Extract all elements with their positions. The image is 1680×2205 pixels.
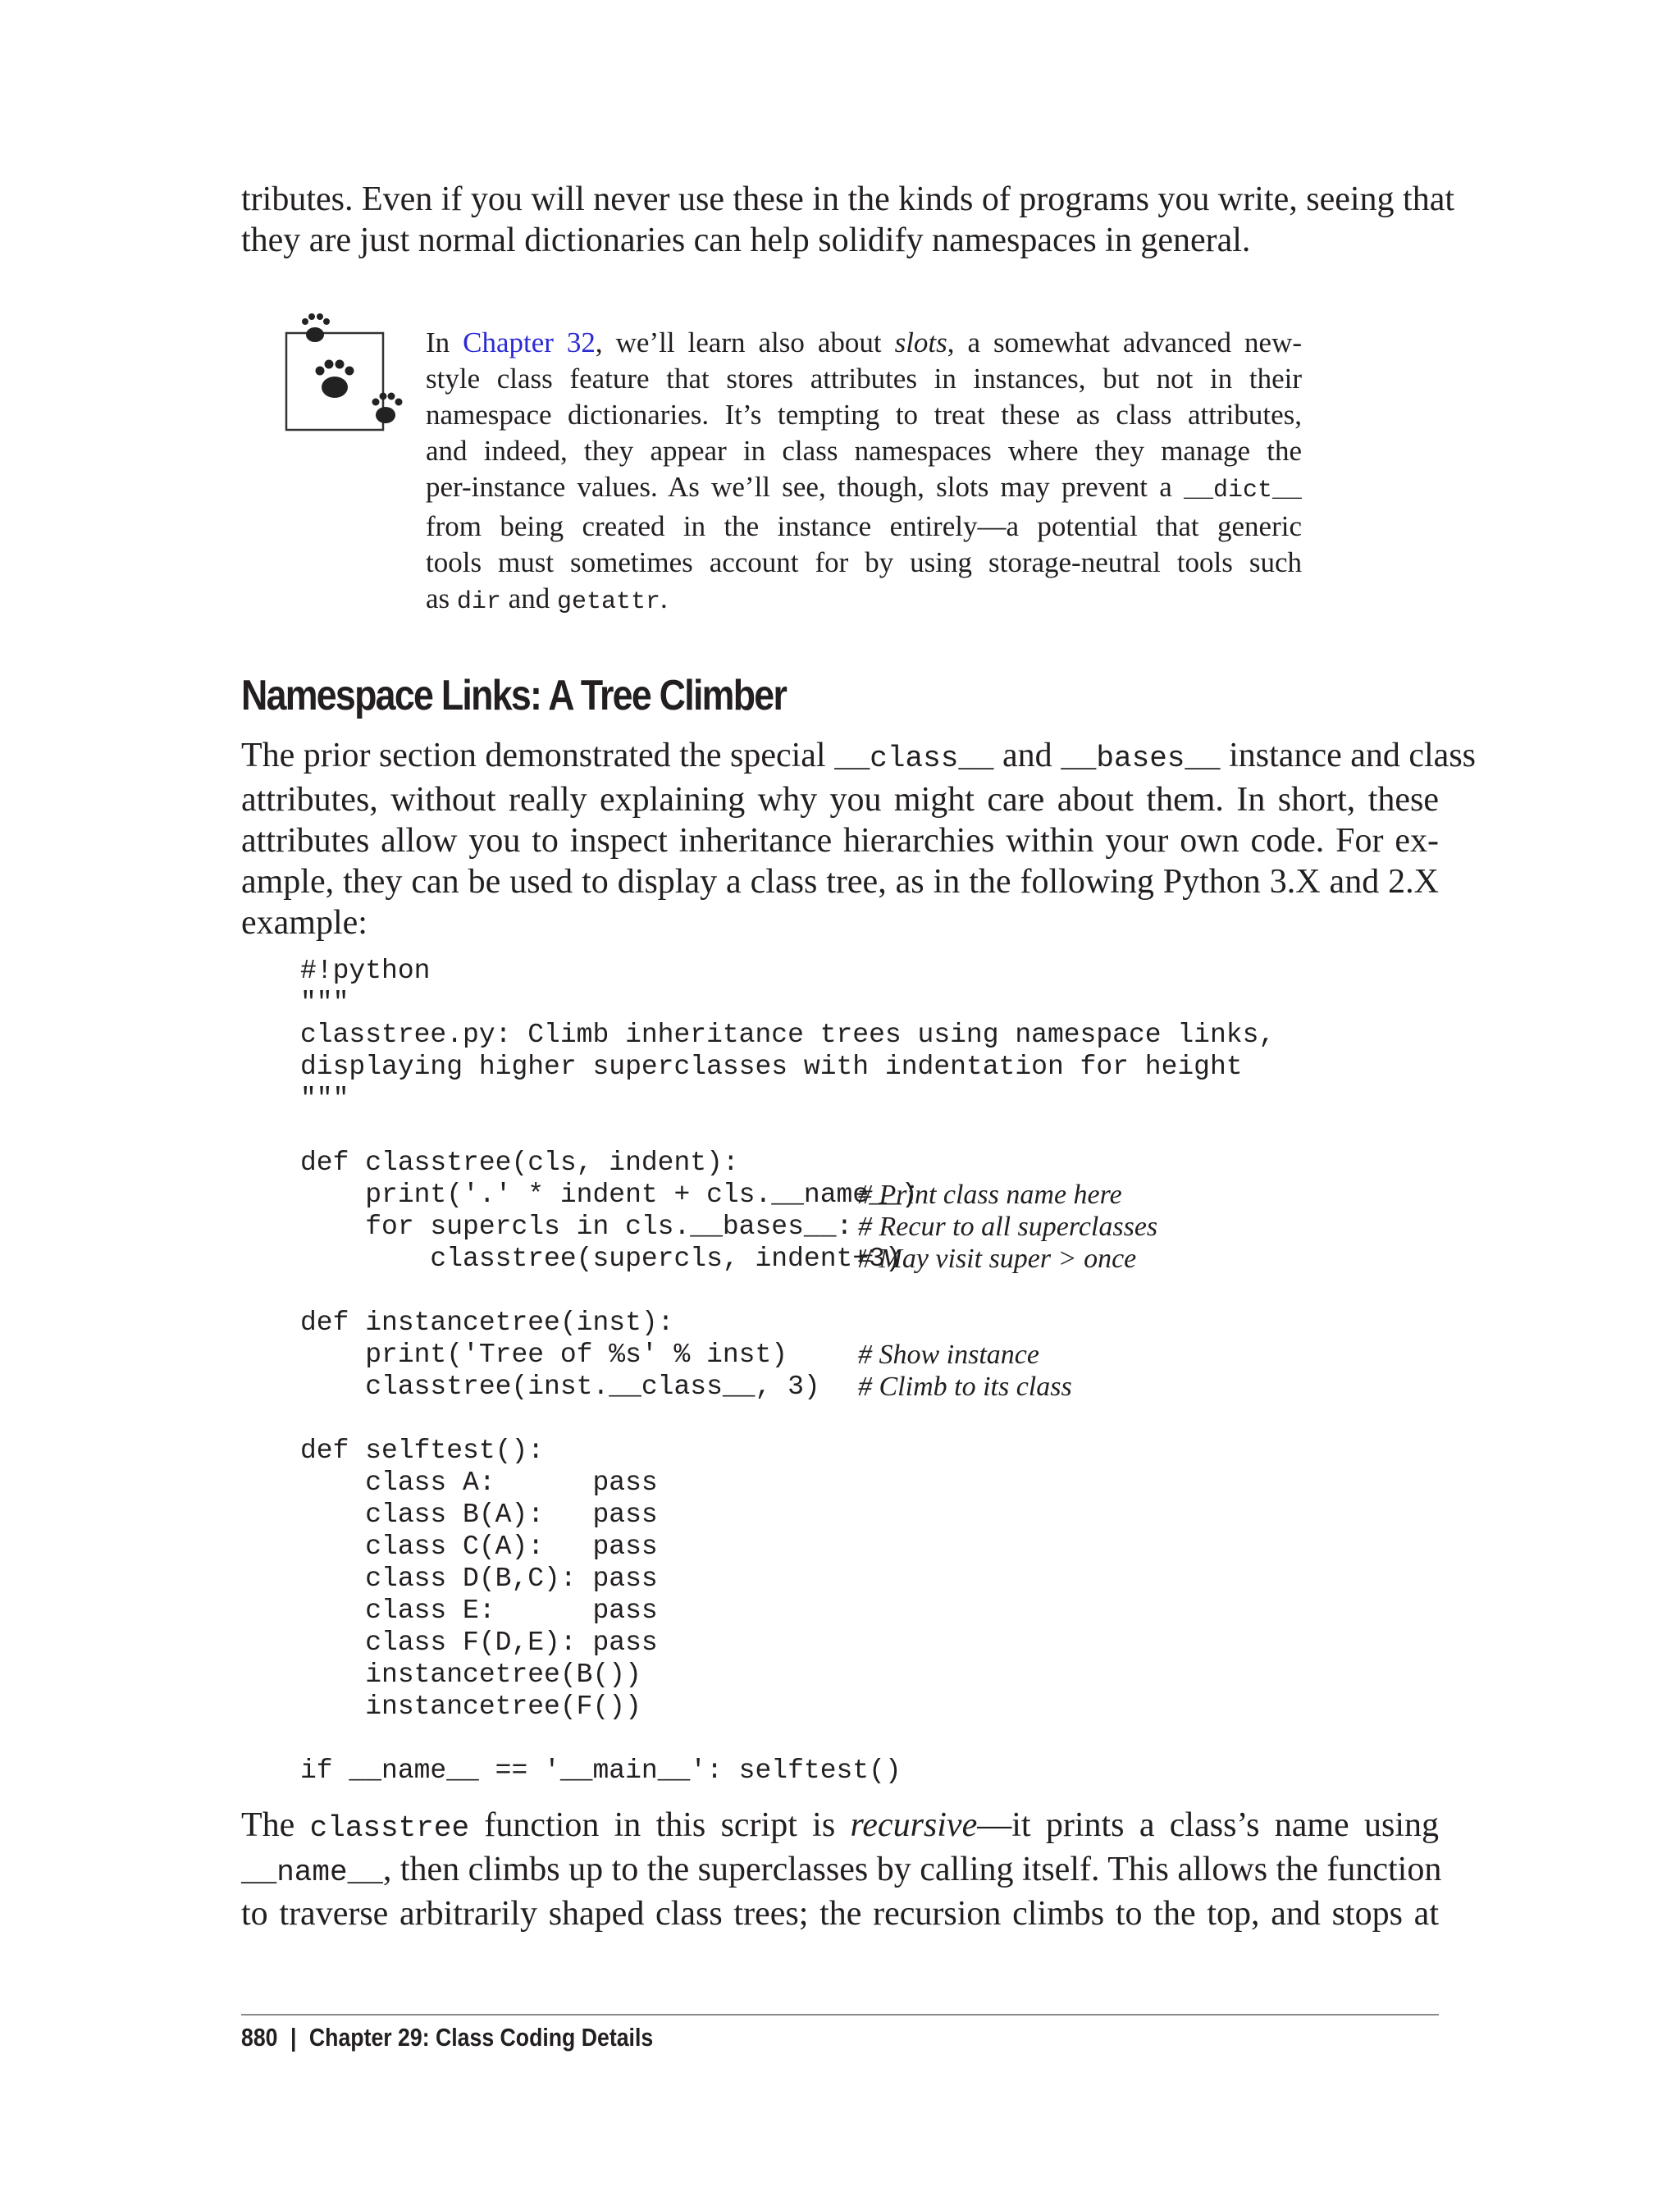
code-text: class E: pass xyxy=(300,1596,658,1626)
code-text: if __name__ == '__main__': selftest() xyxy=(300,1755,902,1786)
raccoon-tracks-icon xyxy=(281,304,420,443)
code-comment: # Print class name here xyxy=(858,1180,1122,1210)
note-line-5: per-instance values. As we’ll see, though, slots may prevent a __dict__ xyxy=(426,471,1302,504)
body1-line-1: The prior section demonstrated the special __class__ and __bases__ instance and class xyxy=(241,737,1477,775)
code-text: instancetree(F()) xyxy=(300,1691,641,1722)
code-line xyxy=(300,1307,1275,1339)
note-line-8: as dir and getattr. xyxy=(426,582,668,616)
code-line xyxy=(300,1147,1275,1179)
body2-line-1: The classtree function in this script is recursive—it prints a class’s name using xyxy=(241,1806,1439,1845)
code-listing xyxy=(300,955,1275,1787)
body1-line-2: attributes, without really explaining why you might care about them. In short, these xyxy=(241,781,1439,819)
footer-rule xyxy=(241,2014,1439,2016)
code-line xyxy=(300,1755,1275,1787)
code-line xyxy=(300,1211,1275,1243)
code-line xyxy=(300,1403,1275,1435)
code-line xyxy=(300,1531,1275,1563)
code-comment: # Climb to its class xyxy=(858,1372,1072,1402)
code-line xyxy=(300,1371,1275,1403)
code-text: class D(B,C): pass xyxy=(300,1564,658,1594)
code-comment: # May visit super > once xyxy=(858,1244,1137,1274)
code-text: classtree(supercls, indent+3) xyxy=(300,1244,902,1274)
body1-line-3: attributes allow you to inspect inheritance hierarchies within your own code. For ex- xyxy=(241,822,1439,860)
code-text: print('.' * indent + cls.__name__) xyxy=(300,1180,918,1210)
code-text: class F(D,E): pass xyxy=(300,1628,658,1658)
code-line xyxy=(300,1019,1275,1051)
code-line xyxy=(300,1083,1275,1115)
code-text: def selftest(): xyxy=(300,1436,545,1466)
code-line xyxy=(300,1179,1275,1211)
code-text: class A: pass xyxy=(300,1468,658,1498)
intro-line-1: tributes. Even if you will never use these in the kinds of programs you write, seeing that xyxy=(241,180,1455,218)
page-number: 880 xyxy=(241,2023,278,2052)
code-line xyxy=(300,1115,1275,1147)
code-text: classtree(inst.__class__, 3) xyxy=(300,1372,820,1402)
code-line xyxy=(300,1691,1275,1723)
note-line-2: style class feature that stores attributes in instances, but not in their xyxy=(426,363,1302,395)
code-line xyxy=(300,1499,1275,1531)
chapter-32-link[interactable]: Chapter 32 xyxy=(463,326,596,358)
note-block xyxy=(426,325,1302,620)
code-comment: # Recur to all superclasses xyxy=(858,1212,1158,1242)
code-line xyxy=(300,955,1275,987)
section-heading: Namespace Links: A Tree Climber xyxy=(241,672,787,719)
note-line-7: tools must sometimes account for by using storage-neutral tools such xyxy=(426,546,1302,578)
footer-separator: | xyxy=(290,2023,297,2052)
body-paragraph-1 xyxy=(241,735,1477,943)
code-text: print('Tree of %s' % inst) xyxy=(300,1340,788,1370)
code-text: class C(A): pass xyxy=(300,1532,658,1562)
code-text: """ xyxy=(300,988,349,1018)
code-text: class B(A): pass xyxy=(300,1500,658,1530)
body-paragraph-2 xyxy=(241,1805,1442,1934)
code-text: displaying higher superclasses with indentation for height xyxy=(300,1052,1243,1082)
code-line xyxy=(300,1659,1275,1691)
page-footer xyxy=(241,2023,653,2052)
body1-line-5: example: xyxy=(241,904,368,942)
code-text: instancetree(B()) xyxy=(300,1659,641,1690)
code-line xyxy=(300,1627,1275,1659)
code-text: def classtree(cls, indent): xyxy=(300,1148,739,1178)
intro-line-2: they are just normal dictionaries can help solidify namespaces in general. xyxy=(241,221,1251,259)
code-text: def instancetree(inst): xyxy=(300,1308,674,1338)
code-text: classtree.py: Climb inheritance trees using namespace links, xyxy=(300,1020,1276,1050)
code-line xyxy=(300,1051,1275,1083)
body2-line-2: __name__, then climbs up to the superclasses by calling itself. This allows the function xyxy=(241,1851,1442,1889)
code-line xyxy=(300,1339,1275,1371)
code-line xyxy=(300,1563,1275,1595)
code-line xyxy=(300,1435,1275,1467)
note-line-1: In Chapter 32, we’ll learn also about slots, a somewhat advanced new- xyxy=(426,326,1302,358)
code-comment: # Show instance xyxy=(858,1340,1039,1370)
code-line xyxy=(300,1723,1275,1755)
note-line-3: namespace dictionaries. It’s tempting to treat these as class attributes, xyxy=(426,399,1302,431)
body1-line-4: ample, they can be used to display a class tree, as in the following Python 3.X and 2.X xyxy=(241,863,1439,901)
code-line xyxy=(300,1595,1275,1627)
code-text: for supercls in cls.__bases__: xyxy=(300,1212,853,1242)
code-line xyxy=(300,1467,1275,1499)
code-line xyxy=(300,987,1275,1019)
intro-paragraph xyxy=(241,179,1455,261)
code-line xyxy=(300,1243,1275,1275)
code-text: #!python xyxy=(300,956,431,986)
note-line-4: and indeed, they appear in class namespaces where they manage the xyxy=(426,435,1302,467)
code-text: """ xyxy=(300,1084,349,1114)
code-line xyxy=(300,1275,1275,1307)
body2-line-3: to traverse arbitrarily shaped class trees; the recursion climbs to the top, and stops at xyxy=(241,1895,1439,1933)
note-line-6: from being created in the instance entirely—a potential that generic xyxy=(426,510,1302,542)
chapter-title: Chapter 29: Class Coding Details xyxy=(308,2023,654,2052)
